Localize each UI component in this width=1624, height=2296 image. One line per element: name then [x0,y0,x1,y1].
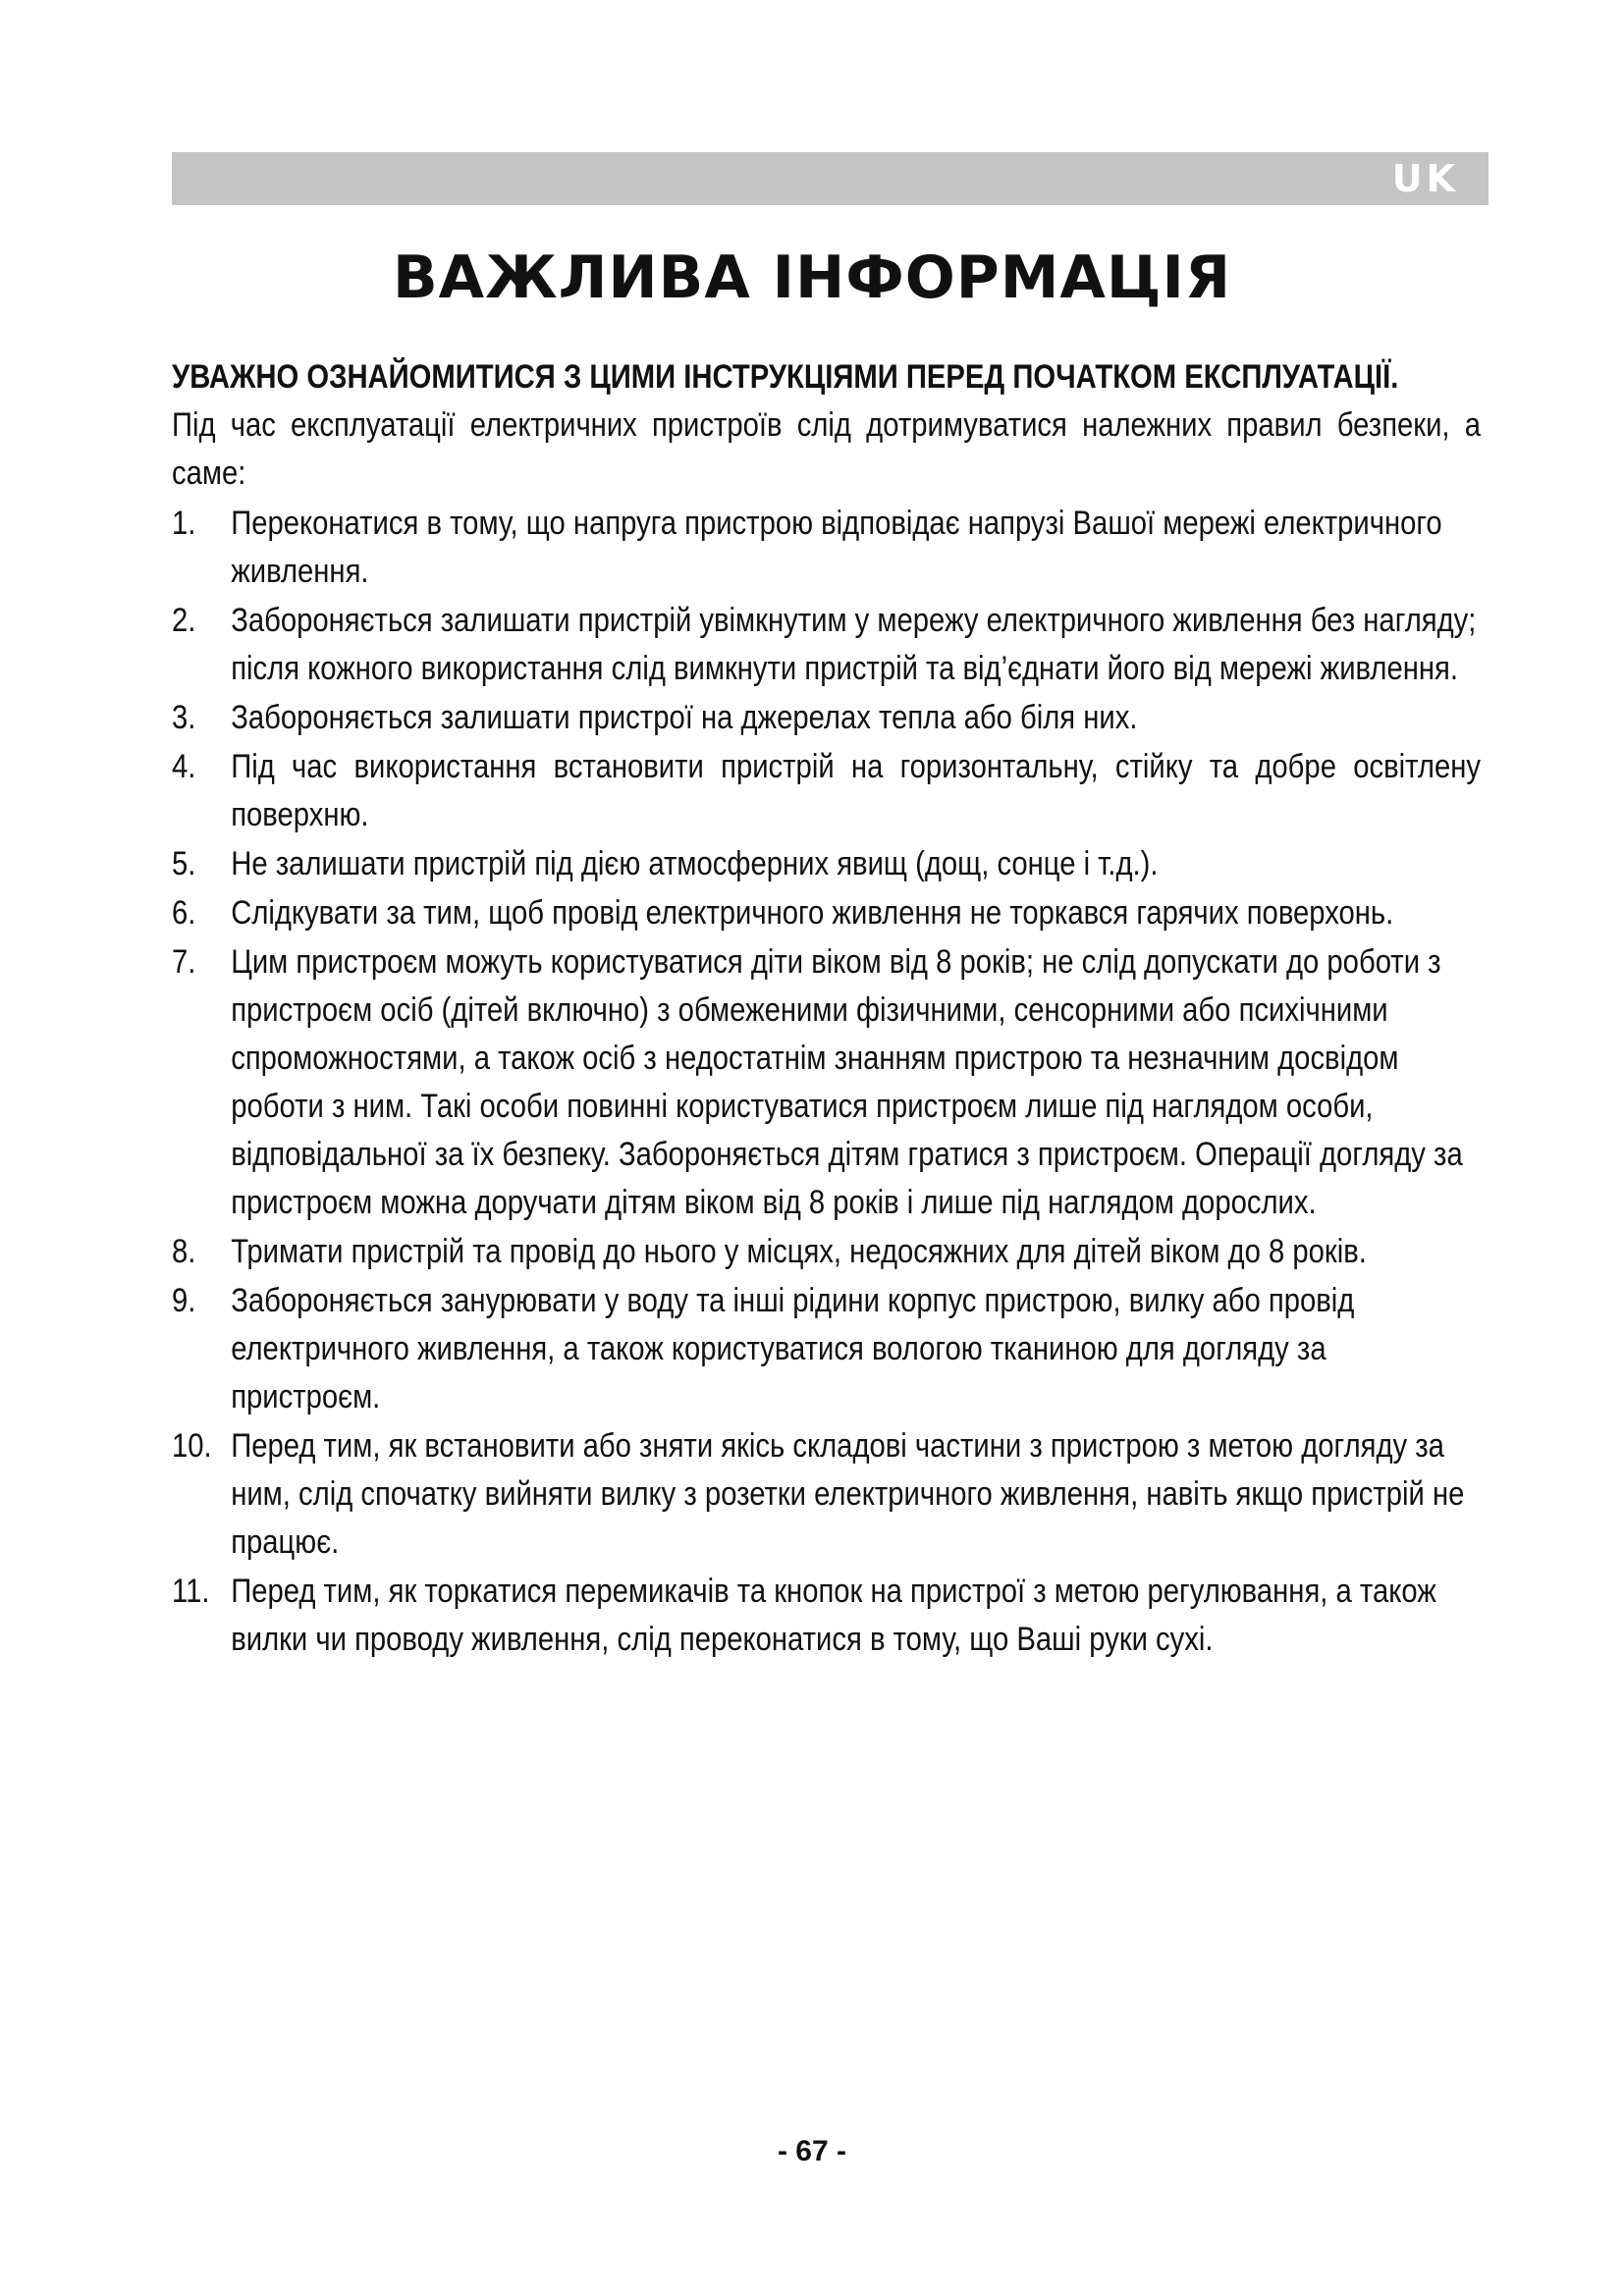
safety-rule [172,694,1481,742]
safety-rule [172,889,1481,937]
rule-text: Цим пристроєм можуть користуватися діти віком від 8 років; не слід допускати до роботи з пристроєм осіб (дітей включно) з обмеженими фізичними, сенсорними або психічними спроможностями, а також осіб з недостатнім знанням пристрою та незначним досвідом роботи з ним. Такі особи повинні користуватися пристроєм лише під наглядом особи, відповідальної за їх безпеку. Забороняється дітям гратися з пристроєм. Операції догляду за пристроєм можна доручати дітям віком від 8 років і лише під наглядом дорослих. [231,943,1463,1221]
safety-rule [172,1568,1481,1664]
rule-number: 10. [172,1427,212,1465]
rule-text: Забороняється залишати пристрої на джерелах тепла або біля них. [231,699,1138,736]
rule-text: Переконатися в тому, що напруга пристрою відповідає напрузі Вашої мережі електричного живлення. [231,505,1442,590]
rule-text: Забороняється занурювати у воду та інші рідини корпус пристрою, вилку або провід електричного живлення, а також користуватися вологою тканиною для догляду за пристроєм. [231,1282,1355,1415]
rule-number: 7. [172,943,196,981]
safety-rule [172,840,1481,888]
rule-number: 11. [172,1573,210,1610]
page-number: - 67 - [777,2135,847,2167]
rule-number: 3. [172,699,196,736]
rule-number: 2. [172,602,196,639]
rule-text: Не залишати пристрій під дією атмосферних явищ (дощ, сонце і т.д.). [231,845,1159,882]
rule-text: Слідкувати за тим, щоб провід електричного живлення не торкався гарячих поверхонь. [231,894,1394,932]
safety-rule [172,743,1481,839]
safety-rule [172,1422,1481,1567]
safety-rule [172,1277,1481,1421]
intro-paragraph: Під час експлуатації електричних пристроїв слід дотримуватися належних правил безпеки, а саме: [172,406,1481,492]
rule-text: Під час використання встановити пристрій на горизонтальну, стійку та добре освітлену поверхню. [231,748,1482,833]
page-title: ВАЖЛИВА ІНФОРМАЦІЯ [392,243,1232,312]
rule-text: Перед тим, як встановити або зняти якісь складові частини з пристрою з метою догляду за ним, слід спочатку вийняти вилку з розетки електричного живлення, навіть якщо пристрій не працює. [231,1427,1465,1561]
rule-number: 1. [172,505,196,542]
rule-number: 8. [172,1233,196,1270]
rule-number: 5. [172,845,196,882]
safety-rule [172,1228,1481,1276]
language-code: UK [1391,157,1459,200]
rule-text: Забороняється залишати пристрій увімкнутим у мережу електричного живлення без нагляду; після кожного використання слід вимкнути пристрій та від’єднати його від мережі живлення. [231,602,1477,687]
safety-rules-list [172,500,1481,1664]
rule-number: 4. [172,748,196,785]
safety-rule [172,597,1481,693]
safety-rule [172,938,1481,1227]
document-body [172,353,1481,1665]
rule-text: Перед тим, як торкатися перемикачів та кнопок на пристрої з метою регулювання, а також вилки чи проводу живлення, слід переконатися в тому, що Ваші руки сухі. [231,1573,1436,1658]
rule-number: 6. [172,894,196,932]
safety-rule [172,500,1481,596]
language-bar [172,152,1489,205]
rule-number: 9. [172,1282,196,1319]
rule-text: Тримати пристрій та провід до нього у місцях, недосяжних для дітей віком до 8 років. [231,1233,1367,1270]
warning-heading: УВАЖНО ОЗНАЙОМИТИСЯ З ЦИМИ ІНСТРУКЦІЯМИ ПЕРЕД ПОЧАТКОМ ЕКСПЛУАТАЦІЇ. [172,358,1399,396]
